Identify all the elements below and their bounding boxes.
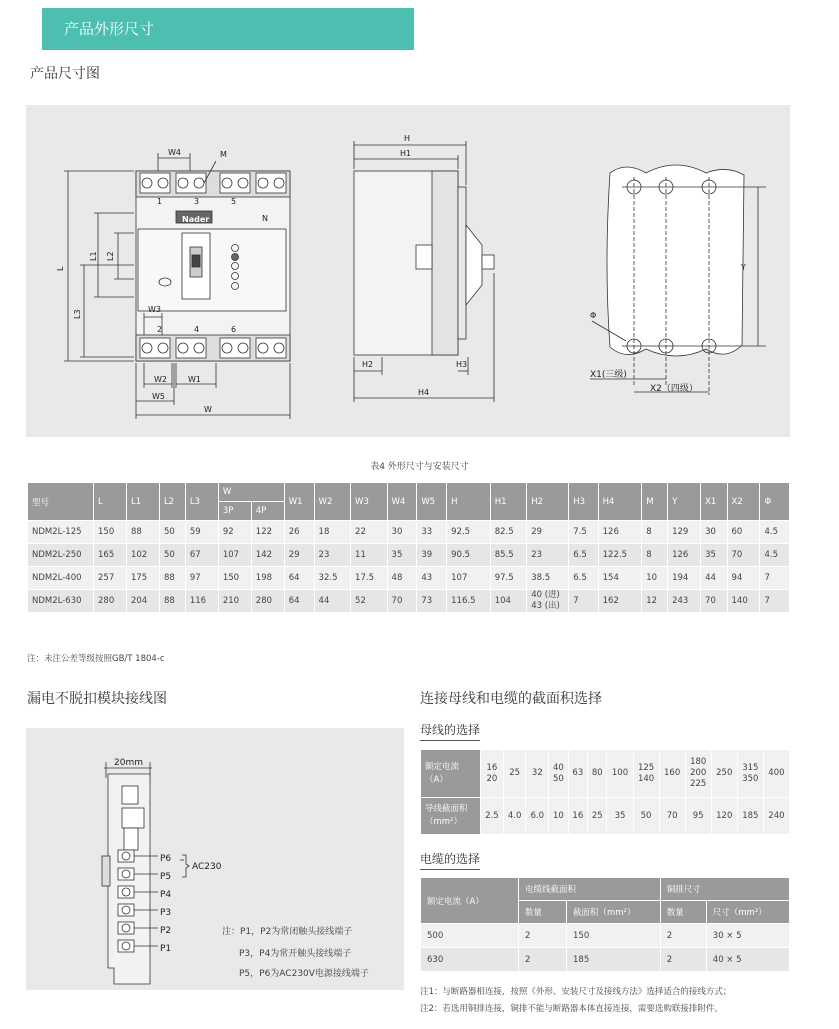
th-X2: X2 [727, 483, 760, 521]
table-cell: 11 [351, 544, 388, 567]
dimension-drawing-panel [26, 105, 790, 437]
table-cell: 165 [94, 544, 127, 567]
table-row [28, 590, 790, 613]
bus-area-cell: 95 [685, 798, 711, 835]
table-cell: 82.5 [490, 521, 527, 544]
table-cell: 17.5 [351, 567, 388, 590]
table-cell: 630 [421, 948, 519, 972]
th-Y: Y [668, 483, 701, 521]
table-cell: 38.5 [527, 567, 569, 590]
banner-title: 产品外形尺寸 [64, 20, 155, 38]
pin-label-P5: P5 [160, 872, 172, 882]
th-W4: W4 [387, 483, 417, 521]
bus-current-cell: 125 140 [633, 750, 659, 798]
table-cell: 7 [569, 590, 598, 613]
pin-label-P6: P6 [160, 854, 172, 864]
table-cell: 70 [701, 590, 727, 613]
bus-area-cell: 2.5 [481, 798, 504, 835]
table-cell: 257 [94, 567, 127, 590]
bus-current-cell: 32 [526, 750, 549, 798]
table-cell: 26 [284, 521, 314, 544]
table-row [28, 567, 790, 590]
label-terminal-2: 2 [157, 325, 163, 334]
table-cell: 85.5 [490, 544, 527, 567]
wiring-note-3: P5，P6为AC230V电源接线端子 [239, 969, 369, 979]
table-cell: 90.5 [447, 544, 491, 567]
table-cell: 194 [668, 567, 701, 590]
table-cell: 92 [218, 521, 251, 544]
bus-area-cell: 185 [737, 798, 763, 835]
table-cell: 88 [159, 590, 185, 613]
table-cell: 4.5 [760, 521, 790, 544]
table-cell: 154 [598, 567, 642, 590]
busbar-table [420, 749, 790, 835]
label-terminal-6: 6 [231, 325, 237, 334]
table-cell: 185 [567, 948, 661, 972]
table-cell: 92.5 [447, 521, 491, 544]
table-cell: 67 [185, 544, 218, 567]
table-cell: 39 [417, 544, 447, 567]
label-H: H [404, 134, 411, 143]
bus-area-cell: 35 [607, 798, 633, 835]
ac230-label: AC230 [192, 862, 222, 872]
table-cell: 102 [126, 544, 159, 567]
th-H4: H4 [598, 483, 642, 521]
table-cell: 50 [159, 544, 185, 567]
table-cell: 126 [668, 544, 701, 567]
table-row [421, 924, 790, 948]
table-cell: 97 [185, 567, 218, 590]
table-cell: 22 [351, 521, 388, 544]
table-cell: 35 [701, 544, 727, 567]
bus-area-cell: 4.0 [503, 798, 526, 835]
label-X1: X1(三级) [590, 370, 627, 380]
table-cell: 40 × 5 [706, 948, 789, 972]
table-cell: 32.5 [314, 567, 351, 590]
table-cell: 104 [490, 590, 527, 613]
table-cell: 150 [218, 567, 251, 590]
label-L3: L3 [73, 309, 82, 319]
label-W2: W2 [154, 375, 167, 384]
label-M: M [220, 150, 227, 159]
table-cell: 243 [668, 590, 701, 613]
cable-table [420, 877, 790, 972]
table-cell: 210 [218, 590, 251, 613]
table-cell: 116 [185, 590, 218, 613]
table-cell: 126 [598, 521, 642, 544]
table-caption: 表4 外形尺寸与安装尺寸 [370, 462, 469, 472]
bus-area-cell: 120 [711, 798, 737, 835]
cable-th-cable-area: 电缆线截面积 [519, 878, 661, 901]
th-model: 型号 [28, 483, 94, 521]
table-cell: 107 [218, 544, 251, 567]
table-cell: 50 [159, 521, 185, 544]
table-cell: 88 [126, 521, 159, 544]
th-H1: H1 [490, 483, 527, 521]
th-X1: X1 [701, 483, 727, 521]
bus-current-cell: 160 [659, 750, 685, 798]
th-W3: W3 [351, 483, 388, 521]
module-width-label: 20mm [114, 758, 143, 768]
table-cell: 6.5 [569, 567, 598, 590]
th-W: W [218, 483, 284, 502]
table-cell: 64 [284, 590, 314, 613]
th-W-4P: 4P [251, 502, 284, 521]
mounting-plate [607, 165, 744, 356]
table-cell: 43 [417, 567, 447, 590]
cable-selection-title: 电缆的选择 [420, 850, 480, 870]
bus-selection-title: 母线的选择 [420, 721, 480, 741]
th-H2: H2 [527, 483, 569, 521]
table-cell: 4.5 [760, 544, 790, 567]
table-row [421, 948, 790, 972]
table-cell: 175 [126, 567, 159, 590]
table-cell: 280 [251, 590, 284, 613]
table-cell: 97.5 [490, 567, 527, 590]
table-cell: 150 [567, 924, 661, 948]
label-X2: X2（四级） [650, 384, 698, 394]
table-cell: 70 [727, 544, 760, 567]
table-cell: 280 [94, 590, 127, 613]
table-cell: NDM2L-125 [28, 521, 94, 544]
brand-logo-text: Nader [182, 215, 210, 224]
table-cell: 2 [660, 924, 706, 948]
table-cell: 44 [701, 567, 727, 590]
label-N: N [262, 214, 268, 223]
tolerance-note: 注：未注公差等级按照GB/T 1804-c [27, 654, 165, 664]
bus-area-cell: 70 [659, 798, 685, 835]
wiring-note-2: P3，P4为常开触头接线端子 [239, 949, 352, 959]
label-terminal-5: 5 [231, 197, 237, 206]
section-title-dimensions: 产品尺寸图 [30, 66, 100, 82]
table-cell: 140 [727, 590, 760, 613]
label-W3: W3 [148, 305, 161, 314]
label-terminal-1: 1 [157, 197, 163, 206]
bus-current-cell: 80 [588, 750, 607, 798]
table-cell: NDM2L-250 [28, 544, 94, 567]
label-H3: H3 [456, 360, 468, 369]
table-cell: 7 [760, 590, 790, 613]
bus-current-cell: 16 20 [481, 750, 504, 798]
table-cell: 204 [126, 590, 159, 613]
table-cell: 88 [159, 567, 185, 590]
label-L: L [56, 266, 65, 271]
th-W2: W2 [314, 483, 351, 521]
table-cell: 30 × 5 [706, 924, 789, 948]
pin-label-P3: P3 [160, 908, 172, 918]
label-L1: L1 [89, 251, 98, 261]
table-cell: 122.5 [598, 544, 642, 567]
table-cell: 35 [387, 544, 417, 567]
bus-area-cell: 240 [763, 798, 789, 835]
th-H3: H3 [569, 483, 598, 521]
bus-current-cell: 25 [503, 750, 526, 798]
th-W5: W5 [417, 483, 447, 521]
table-cell: 60 [727, 521, 760, 544]
bus-area-cell: 25 [588, 798, 607, 835]
dimension-drawing [26, 105, 790, 437]
bus-current-cell: 40 50 [549, 750, 568, 798]
label-W1: W1 [188, 375, 201, 384]
table-cell: 198 [251, 567, 284, 590]
table-cell: 30 [701, 521, 727, 544]
table-cell: 30 [387, 521, 417, 544]
dimensions-table [27, 482, 790, 613]
label-H1: H1 [400, 149, 412, 158]
table-cell: 23 [527, 544, 569, 567]
section-title-selection: 连接母线和电缆的截面积选择 [420, 691, 602, 707]
pin-label-P4: P4 [160, 890, 172, 900]
table-cell: 18 [314, 521, 351, 544]
label-W: W [204, 405, 212, 414]
bus-header-area: 导线截面积 （mm²） [421, 798, 481, 835]
table-cell: 7 [760, 567, 790, 590]
label-Y: Y [741, 263, 746, 272]
th-L: L [94, 483, 127, 521]
table-cell: NDM2L-400 [28, 567, 94, 590]
table-row [28, 544, 790, 567]
table-cell: 2 [660, 948, 706, 972]
table-cell: 7.5 [569, 521, 598, 544]
table-cell: 142 [251, 544, 284, 567]
table-cell: 10 [642, 567, 668, 590]
cable-th-qty: 数量 [519, 901, 567, 924]
bus-current-cell: 315 350 [737, 750, 763, 798]
pin-label-P1: P1 [160, 944, 172, 954]
table-cell: 23 [314, 544, 351, 567]
label-H4: H4 [418, 388, 430, 397]
cable-th-size: 尺寸（mm²） [706, 901, 789, 924]
th-L1: L1 [126, 483, 159, 521]
table-cell: 2 [519, 924, 567, 948]
table-cell: 33 [417, 521, 447, 544]
table-cell: 48 [387, 567, 417, 590]
bus-area-cell: 16 [568, 798, 587, 835]
table-cell: NDM2L-630 [28, 590, 94, 613]
bus-current-cell: 400 [763, 750, 789, 798]
table-cell: 44 [314, 590, 351, 613]
bus-area-cell: 50 [633, 798, 659, 835]
th-M: M [642, 483, 668, 521]
table-cell: 129 [668, 521, 701, 544]
bus-header-current: 额定电流 （A） [421, 750, 481, 798]
table-cell: 70 [387, 590, 417, 613]
section-banner [42, 8, 414, 50]
th-W1: W1 [284, 483, 314, 521]
th-Phi: Φ [760, 483, 790, 521]
table-cell: 8 [642, 521, 668, 544]
cable-th-area: 截面积（mm²） [567, 901, 661, 924]
cable-th-qty2: 数量 [660, 901, 706, 924]
label-W4: W4 [168, 148, 181, 157]
table-cell: 29 [284, 544, 314, 567]
table-cell: 107 [447, 567, 491, 590]
th-H: H [447, 483, 491, 521]
table-cell: 2 [519, 948, 567, 972]
table-cell: 40 (进) 43 (出) [527, 590, 569, 613]
cable-th-rated: 额定电流（A） [421, 878, 519, 924]
table-cell: 162 [598, 590, 642, 613]
label-H2: H2 [362, 360, 374, 369]
cable-th-copper: 铜排尺寸 [660, 878, 789, 901]
bus-current-cell: 180 200 225 [685, 750, 711, 798]
bus-current-cell: 250 [711, 750, 737, 798]
section-title-wiring: 漏电不脱扣模块接线图 [27, 691, 167, 707]
label-W5: W5 [152, 392, 165, 401]
th-W-3P: 3P [218, 502, 251, 521]
th-L2: L2 [159, 483, 185, 521]
table-cell: 64 [284, 567, 314, 590]
bus-area-cell: 10 [549, 798, 568, 835]
pin-label-P2: P2 [160, 926, 172, 936]
selection-note-1: 注1：与断路器相连接，按照《外形、安装尺寸及接线方法》选择适合的接线方式； [420, 987, 732, 997]
table-cell: 8 [642, 544, 668, 567]
table-cell: 29 [527, 521, 569, 544]
th-L3: L3 [185, 483, 218, 521]
wiring-diagram-panel [26, 728, 404, 990]
table-cell: 94 [727, 567, 760, 590]
table-cell: 12 [642, 590, 668, 613]
table-cell: 122 [251, 521, 284, 544]
bus-area-cell: 6.0 [526, 798, 549, 835]
wiring-note-1: 注：P1，P2为常闭触头接线端子 [222, 927, 353, 937]
bus-current-cell: 63 [568, 750, 587, 798]
table-cell: 150 [94, 521, 127, 544]
label-terminal-4: 4 [194, 325, 200, 334]
table-cell: 500 [421, 924, 519, 948]
table-cell: 116.5 [447, 590, 491, 613]
label-terminal-3: 3 [194, 197, 200, 206]
table-cell: 59 [185, 521, 218, 544]
label-L2: L2 [106, 251, 115, 261]
table-cell: 6.5 [569, 544, 598, 567]
bus-current-cell: 100 [607, 750, 633, 798]
table-cell: 73 [417, 590, 447, 613]
label-phi: Φ [590, 311, 597, 320]
selection-note-2: 注2：若选用铜排连接，铜排不能与断路器本体直接连接，需要选购联接排附件。 [420, 1004, 723, 1014]
table-cell: 52 [351, 590, 388, 613]
table-row [28, 521, 790, 544]
